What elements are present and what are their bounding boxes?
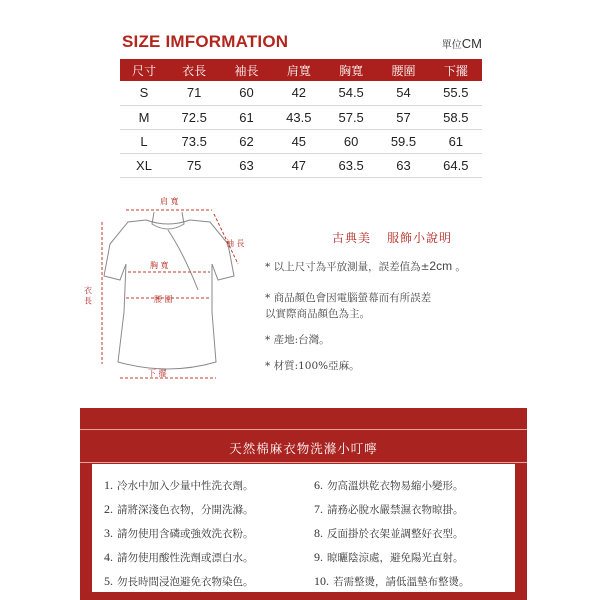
brand-name: 古典美	[332, 231, 372, 245]
header-waist: 腰圍	[377, 59, 429, 81]
cell-value: 42	[273, 81, 325, 105]
list-item: 10. 若需整燙，請低溫墊布整燙。	[314, 574, 470, 588]
placket-line	[168, 230, 198, 290]
list-item: 9. 晾曬陰涼處，避免陽光直射。	[314, 550, 464, 564]
label-shoulder: 肩 寬	[160, 197, 179, 206]
label-waist: 腰 圍	[154, 295, 173, 304]
cell-value: 61	[430, 129, 482, 153]
page-title: SIZE IMFORMATION	[122, 32, 289, 51]
cell-value: 75	[168, 153, 220, 177]
header-sleeve: 袖長	[220, 59, 272, 81]
list-item: 5. 勿長時間浸泡避免衣物染色。	[104, 574, 254, 588]
table-row	[120, 105, 482, 129]
cell-value: 73.5	[168, 129, 220, 153]
cell-size: XL	[120, 153, 168, 177]
header-chest: 胸寬	[325, 59, 377, 81]
list-item: 7. 請務必脫水嚴禁濕衣物晾掛。	[314, 502, 464, 516]
list-item: 3. 請勿使用含磷或強效洗衣粉。	[104, 526, 254, 540]
cell-value: 43.5	[273, 105, 325, 129]
list-item: 2. 請將深淺色衣物，分開洗滌。	[104, 502, 254, 516]
cell-value: 63	[220, 153, 272, 177]
cell-value: 61	[220, 105, 272, 129]
cell-value: 64.5	[430, 153, 482, 177]
cell-size: L	[120, 129, 168, 153]
cell-value: 63	[377, 153, 429, 177]
note-material: * 材質:100%亞麻。	[265, 360, 360, 372]
table-row	[120, 81, 482, 105]
cell-value: 72.5	[168, 105, 220, 129]
list-item: 4. 請勿使用酸性洗劑或漂白水。	[104, 550, 254, 564]
cell-value: 45	[273, 129, 325, 153]
cell-value: 60	[220, 81, 272, 105]
label-hem: 下 擺	[148, 369, 167, 378]
label-sleeve: 袖 長	[226, 239, 245, 248]
note-measurement: * 以上尺寸為平放測量，誤差值為±2cm 。	[265, 259, 466, 273]
table-row	[120, 153, 482, 177]
cell-value: 54	[377, 81, 429, 105]
cell-value: 57	[377, 105, 429, 129]
collar-line	[152, 212, 184, 229]
label-length: 衣 長	[83, 286, 93, 305]
unit-label: 單位CM	[441, 36, 482, 51]
header-hem: 下擺	[430, 59, 482, 81]
garment-measurement-diagram	[83, 194, 258, 386]
cell-value: 55.5	[430, 81, 482, 105]
header-shoulder: 肩寬	[273, 59, 325, 81]
cell-value: 62	[220, 129, 272, 153]
note-color: * 商品顏色會因電腦螢幕而有所誤差	[265, 292, 432, 304]
care-title: 天然棉麻衣物洗滌小叮嚀	[229, 441, 378, 456]
header-length: 衣長	[168, 59, 220, 81]
cell-value: 60	[325, 129, 377, 153]
care-title-bar	[80, 429, 527, 463]
list-item: 8. 反面掛於衣架並調整好衣型。	[314, 526, 464, 540]
cell-value: 54.5	[325, 81, 377, 105]
list-item: 1. 冷水中加入少量中性洗衣劑。	[104, 478, 254, 492]
cell-size: M	[120, 105, 168, 129]
list-item: 6. 勿高溫烘乾衣物易縮小變形。	[314, 478, 464, 492]
table-row	[120, 129, 482, 153]
cell-value: 71	[168, 81, 220, 105]
cell-value: 47	[273, 153, 325, 177]
brand-heading	[332, 229, 452, 246]
note-color-cont: 以實際商品顏色為主。	[265, 308, 370, 320]
size-table	[120, 59, 482, 178]
care-list	[92, 464, 515, 592]
cell-size: S	[120, 81, 168, 105]
cell-value: 59.5	[377, 129, 429, 153]
care-section	[80, 408, 527, 600]
size-table-header-row	[120, 59, 482, 81]
cell-value: 58.5	[430, 105, 482, 129]
cell-value: 57.5	[325, 105, 377, 129]
unit-value: CM	[461, 36, 482, 51]
label-chest: 胸 寬	[150, 261, 169, 270]
cell-value: 63.5	[325, 153, 377, 177]
note-origin: * 產地:台灣。	[265, 334, 330, 346]
header-size: 尺寸	[120, 59, 168, 81]
notes-subtitle: 服飾小說明	[387, 231, 453, 245]
